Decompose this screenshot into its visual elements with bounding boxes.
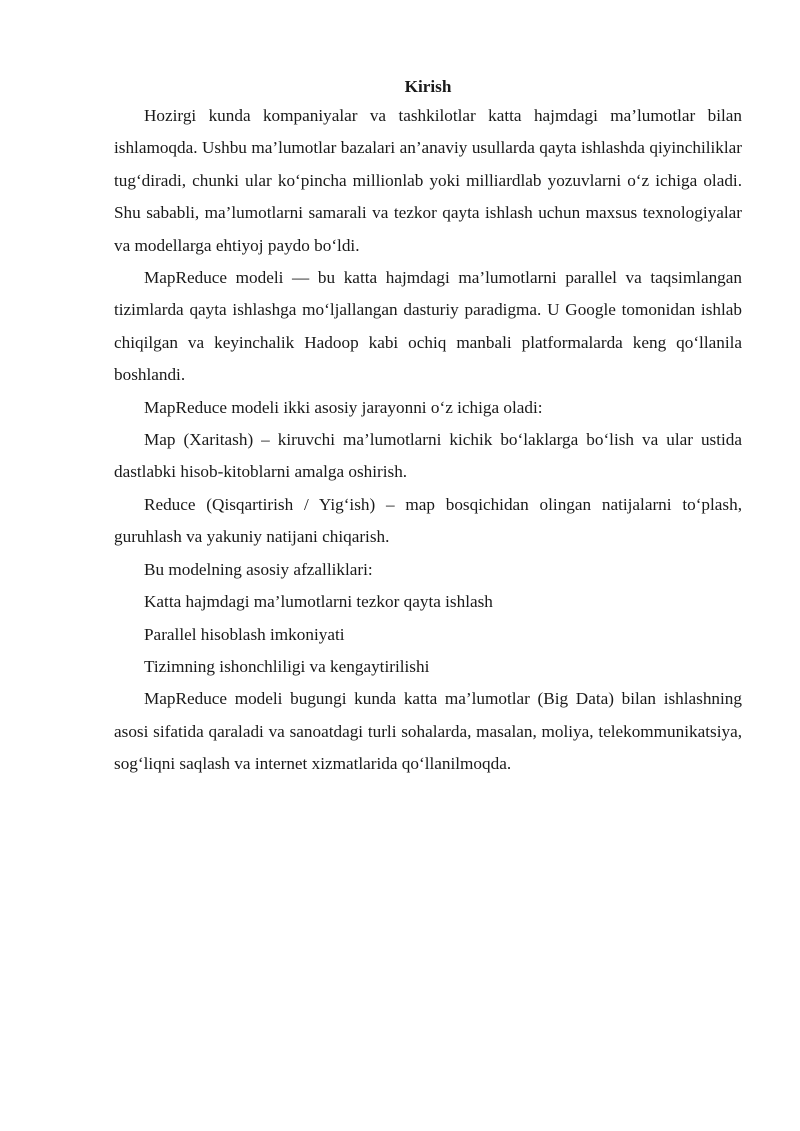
paragraph-advantages-intro: Bu modelning asosiy afzalliklari: [144, 559, 373, 579]
paragraph-reduce-step: Reduce (Qisqartirish / Yig‘ish) – map bosqichidan olingan natijalarni to‘plash, guruhlash va yakuniy natijani chiqarish. [114, 494, 742, 547]
paragraph-intro: Hozirgi kunda kompaniyalar va tashkilotlar katta hajmdagi ma’lumotlar bilan ishlamoqda. Ushbu ma’lumotlar bazalari an’anaviy usullarda qayta ishlashda qiyinchiliklar tug‘diradi, chunki ular ko‘pincha millionlab yoki milliardlab yozuvlarni o‘z ichiga oladi. Shu sababli, ma’lumotlarni samarali va tezkor qayta ishlash uchun maxsus texnologiyalar va modellarga ehtiyoj paydo bo‘ldi. [114, 106, 742, 255]
list-item-advantage-speed: Katta hajmdagi ma’lumotlarni tezkor qayta ishlash [144, 592, 493, 612]
paragraph-conclusion: MapReduce modeli bugungi kunda katta ma’lumotlar (Big Data) bilan ishlashning asosi sifatida qaraladi va sanoatdagi turli sohalarda, masalan, moliya, telekommunikatsiya, sog‘liqni saqlash va internet xizmatlarida qo‘llanilmoqda. [114, 689, 742, 774]
list-item-advantage-reliability: Tizimning ishonchliligi va kengaytirilishi [144, 656, 430, 676]
paragraph-mapreduce-definition: MapReduce modeli — bu katta hajmdagi ma’lumotlarni parallel va taqsimlangan tizimlarda qayta ishlashga mo‘ljallangan dasturiy paradigma. U Google tomonidan ishlab chiqilgan va keyinchalik Hadoop kabi ochiq manbali platformalarda keng qo‘llanila boshlandi. [114, 268, 742, 385]
paragraph-processes-intro: MapReduce modeli ikki asosiy jarayonni o‘z ichiga oladi: [144, 397, 543, 417]
list-item-advantage-parallel: Parallel hisoblash imkoniyati [144, 624, 345, 644]
document-page [114, 76, 742, 781]
paragraph-map-step: Map (Xaritash) – kiruvchi ma’lumotlarni kichik bo‘laklarga bo‘lish va ular ustida dastlabki hisob-kitoblarni amalga oshirish. [114, 430, 742, 482]
section-title: Kirish [404, 77, 452, 96]
